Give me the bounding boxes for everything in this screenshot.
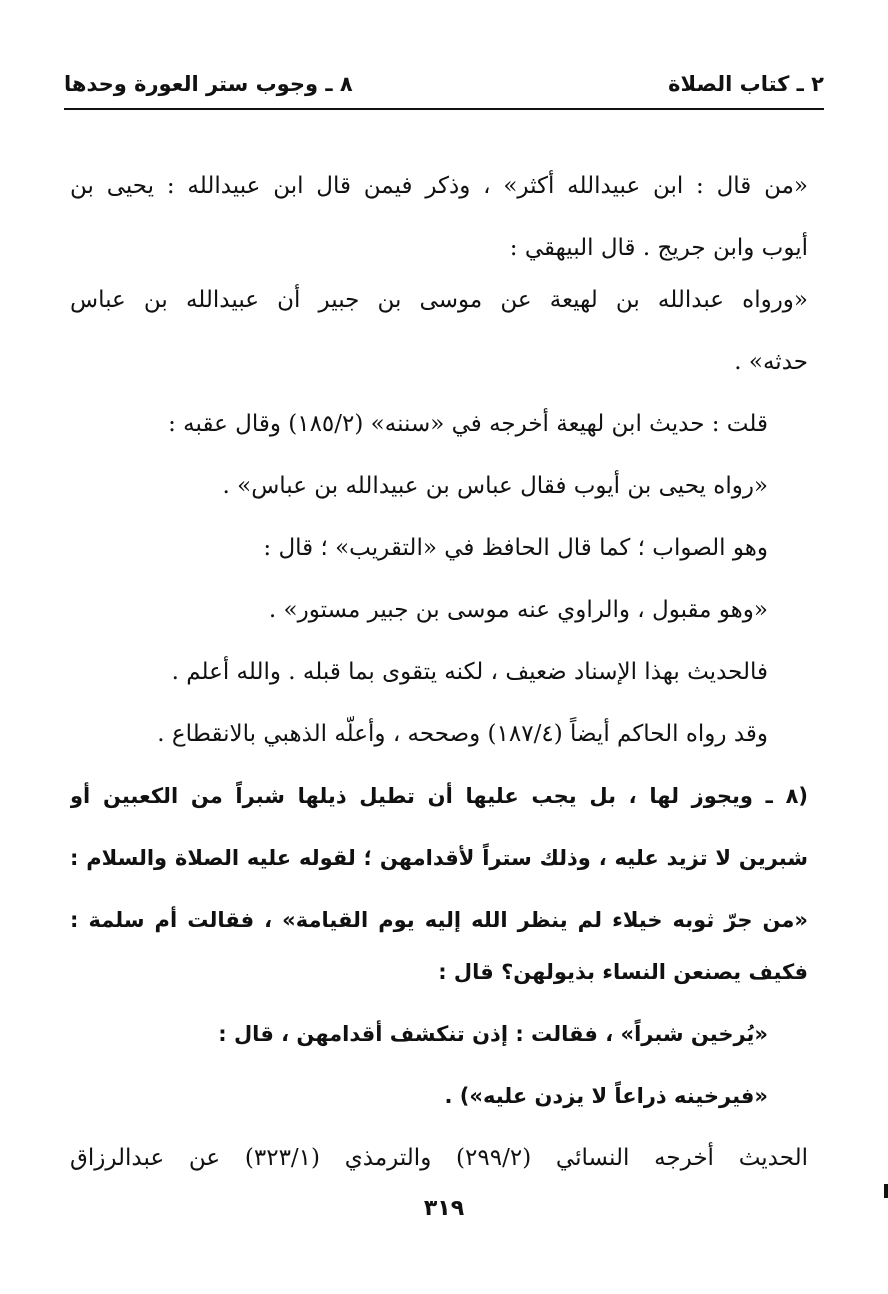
matn-line: «فيرخينه ذراعاً لا يزدن عليه») . <box>444 1084 768 1108</box>
matn-line: (٨ ـ ويجوز لها ، بل يجب عليها أن تطيل ذيلها شبراً من الكعبين أو <box>70 784 808 808</box>
running-header <box>64 64 824 104</box>
page-number: ٣١٩ <box>423 1196 465 1221</box>
header-section-title: ٨ ـ وجوب ستر العورة وحدها <box>64 72 353 96</box>
header-chapter-title: ٢ ـ كتاب الصلاة <box>668 72 824 96</box>
scan-edge-mark <box>884 1184 888 1198</box>
text-line: «رواه يحيى بن أيوب فقال عباس بن عبيدالله بن عباس» . <box>222 473 768 499</box>
text-line: وقد رواه الحاكم أيضاً (١٨٧/٤) وصححه ، وأعلّه الذهبي بالانقطاع . <box>157 721 768 747</box>
text-line: «وهو مقبول ، والراوي عنه موسى بن جبير مستور» . <box>268 597 768 623</box>
text-line: «من قال : ابن عبيدالله أكثر» ، وذكر فيمن قال ابن عبيدالله : يحيى بن <box>70 173 808 199</box>
text-line: الحديث أخرجه النسائي (٢٩٩/٢) والترمذي (٣٢٣/١) عن عبدالرزاق <box>70 1145 808 1171</box>
header-divider <box>64 108 824 110</box>
body-text <box>70 166 808 1200</box>
text-line: فالحديث بهذا الإسناد ضعيف ، لكنه يتقوى بما قبله . والله أعلم . <box>171 659 768 685</box>
text-line: أيوب وابن جريج . قال البيهقي : <box>509 235 808 261</box>
matn-line: شبرين لا تزيد عليه ، وذلك ستراً لأقدامهن ؛ لقوله عليه الصلاة والسلام : <box>70 846 808 870</box>
text-line: «ورواه عبدالله بن لهيعة عن موسى بن جبير أن عبيدالله بن عباس <box>70 287 808 313</box>
matn-line: فكيف يصنعن النساء بذيولهن؟ قال : <box>438 960 808 984</box>
matn-line: «من جرّ ثوبه خيلاء لم ينظر الله إليه يوم القيامة» ، فقالت أم سلمة : <box>70 908 808 932</box>
text-line: وهو الصواب ؛ كما قال الحافظ في «التقريب» ؛ قال : <box>263 535 768 561</box>
text-line: حدثه» . <box>734 349 808 375</box>
matn-line: «يُرخين شبراً» ، فقالت : إذن تنكشف أقدامهن ، قال : <box>218 1022 768 1046</box>
text-line: قلت : حديث ابن لهيعة أخرجه في «سننه» (١٨٥/٢) وقال عقبه : <box>168 411 768 437</box>
